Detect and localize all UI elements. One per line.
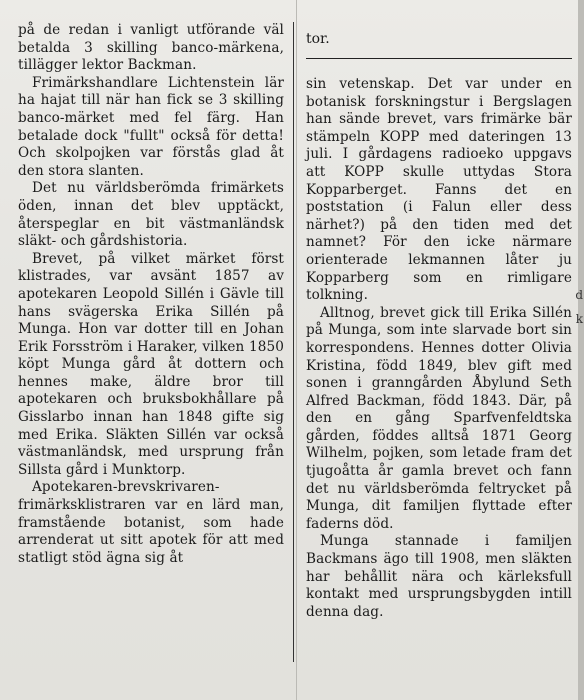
edge-letter: k — [575, 312, 583, 326]
paragraph: Apotekaren-brevskrivaren-frimärksklistraren var en lärd man, framstående botanist, som hade arrenderat ut sitt apotek för att med statligt stöd ägna sig åt — [18, 479, 284, 566]
article-separator-rule — [306, 58, 572, 59]
paragraph: Frimärkshandlare Lichtenstein lär ha hajat till när han fick se 3 skilling banco-märket med fel färg. Han betalade dock "fullt" också för detta! Och skolpojken var förstås glad åt den stora slanten. — [18, 74, 284, 179]
paragraph: Munga stannade i familjen Backmans ägo till 1908, men släkten har behållit nära och kärleksfull kontakt med ursprungsbygden intill denna dag. — [306, 533, 572, 620]
paragraph: sin vetenskap. Det var under en botanisk forskningstur i Bergslagen han sände brevet, vars frimärke bär stämpeln KOPP med dateringen 13 juli. I gårdagens radioeko uppgavs att KOPP skulle uttydas Stora Kopparberget. Fanns det en poststation (i Falun eller dess närhet?) på den tiden med det namnet? För den icke närmare orienterade lekmannen låter ju Kopparberg som en rimligare tolkning. — [306, 76, 572, 304]
paragraph: Alltnog, brevet gick till Erika Sillén på Munga, som inte slarvade bort sin korrespondens. Hennes dotter Olivia Kristina, född 1849, blev gift med sonen i granngården Åbylund Seth Alfred Backman, född 1843. Där, på den en gång Sparfvenfeldtska gården, föddes alltså 1871 Georg Wilhelm, pojken, som letade fram det tjugoåtta år gamla brevet och fann det nu världsberömda feltrycket på Munga, dit familjen flyttade efter faderns död. — [306, 304, 572, 532]
column-divider — [293, 22, 294, 662]
clipping-right-edge — [575, 0, 584, 700]
paragraph: Brevet, på vilket märket först klistrades, var avsänt 1857 av apotekaren Leopold Sillén i Gävle till hans svägerska Erika Sillén på Munga. Hon var dotter till en Johan Erik Forsström i Haraker, vilken 1850 köpt Munga gård åt dottern och hennes make, äldre bror till apotekaren och bruksbokhållare på Gisslarbo innan han 1848 gifte sig med Erika. Släkten Sillén var också västmanländsk, med ursprung från Sillsta gård i Munktorp. — [18, 250, 284, 478]
column-fold-line — [296, 0, 297, 700]
right-text-column — [306, 76, 572, 621]
paragraph: på de redan i vanligt utförande väl betalda 3 skilling banco-märkena, tillägger lektor Backman. — [18, 22, 284, 74]
edge-letter: d — [575, 288, 583, 302]
previous-article-fragment: tor. — [306, 31, 330, 47]
left-text-column — [18, 22, 284, 567]
paragraph: Det nu världsberömda frimärkets öden, innan det blev upptäckt, återspeglar en bit västmanländsk släkt- och gårdshistoria. — [18, 180, 284, 250]
